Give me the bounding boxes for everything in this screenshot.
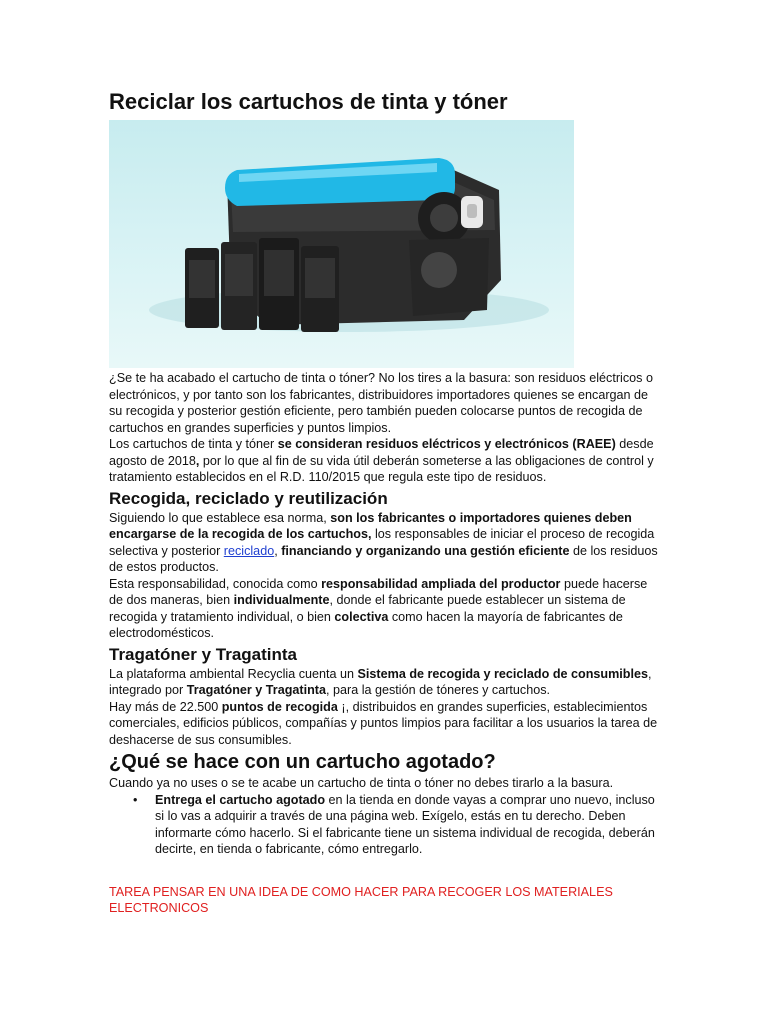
section2-paragraph-1: La plataforma ambiental Recyclia cuenta un Sistema de recogida y reciclado de consumibles, integrado por Tragatóner y Tragatinta, para la gestión de tóneres y cartuchos. (109, 666, 652, 697)
list-item: • Entrega el cartucho agotado en la tienda en donde vayas a comprar uno nuevo, incluso si lo vas a adquirir a través de una página web. Exígelo, estás en tu derecho. Deben informarte cómo hacerlo. Si el fabricante tiene un sistema individual de recogida, deberán decirte, en tienda o fabricante, cómo entregarlo. (133, 792, 655, 856)
bullet-list (109, 792, 659, 858)
intro-paragraph-2: Los cartuchos de tinta y tóner se consideran residuos eléctricos y electrónicos (RAEE) desde agosto de 2018, por lo que al fin de su vida útil deberán someterse a las obligaciones de control y tratamiento establecidos en el R.D. 110/2015 que regula este tipo de residuos. (109, 437, 654, 484)
section-heading-cartucho-agotado: ¿Qué se hace con un cartucho agotado? (109, 751, 496, 773)
section-heading-recogida: Recogida, reciclado y reutilización (109, 488, 388, 508)
section-heading-tragatoner: Tragatóner y Tragatinta (109, 644, 297, 664)
intro-paragraph-1: ¿Se te ha acabado el cartucho de tinta o tóner? No los tires a la basura: son residuos eléctricos o electrónicos, y por tanto son los fabricantes, distribuidores importadores quienes se encargan de su recogida y posterior gestión eficiente, pero también pueden colocarse puntos de recogida de cartuchos en grandes superficies y puntos limpios. (109, 371, 653, 435)
section2-paragraph-2: Hay más de 22.500 puntos de recogida ¡, distribuidos en grandes superficies, establecimientos comerciales, edificios públicos, compañías y puntos limpios para facilitar a los usuarios la tarea de deshacerse de sus consumibles. (109, 699, 658, 747)
toner-cartridge-photo (109, 120, 574, 368)
page-title: Reciclar los cartuchos de tinta y tóner (109, 89, 508, 114)
section3-paragraph-1: Cuando ya no uses o se te acabe un cartucho de tinta o tóner no debes tirarlo a la basura. (109, 776, 614, 790)
bullet-icon: • (133, 792, 138, 807)
reciclado-link[interactable]: reciclado (223, 543, 275, 558)
task-note: TAREA PENSAR EN UNA IDEA DE COMO HACER PARA RECOGER LOS MATERIALES ELECTRONICOS (109, 884, 613, 915)
section1-paragraph-2: Esta responsabilidad, conocida como responsabilidad ampliada del productor puede hacerse de dos maneras, bien individualmente, donde el fabricante puede establecer un sistema de recogida y tratamiento individual, o bien colectiva como hacen la mayoría de fabricantes de electrodomésticos. (109, 576, 648, 640)
section1-paragraph-1: Siguiendo lo que establece esa norma, son los fabricantes o importadores quienes deben encargarse de la recogida de los cartuchos, los responsables de iniciar el proceso de recogida selectiva y posterior reciclado, financiando y organizando una gestión eficiente de los residuos de estos productos. (109, 510, 658, 574)
document-body (109, 88, 659, 917)
